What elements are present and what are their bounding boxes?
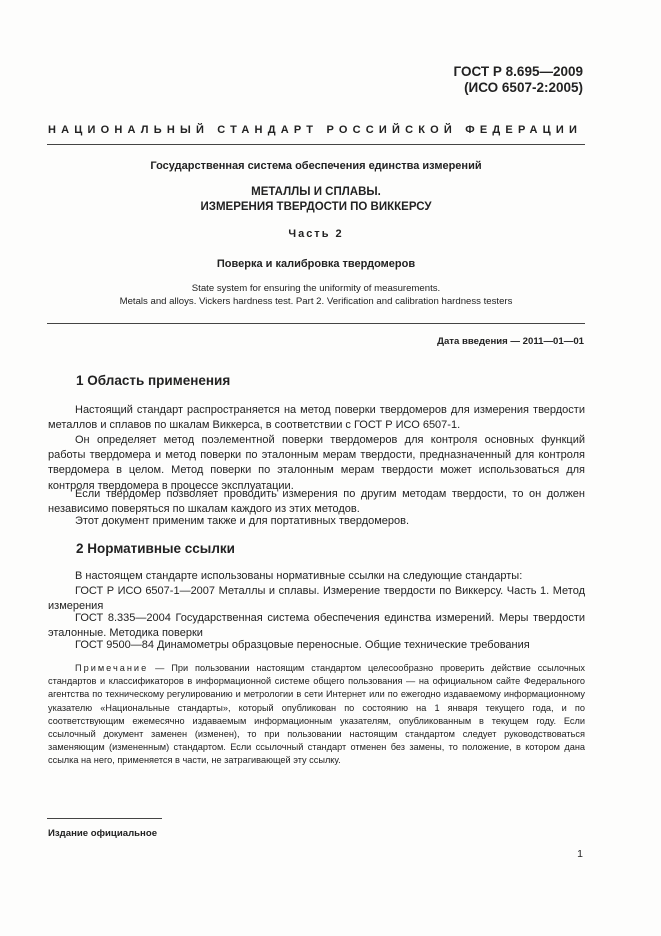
english-title-line1: State system for ensuring the uniformity of measurements. (191, 283, 441, 294)
note-label: Примечание (75, 663, 149, 673)
doc-title-line2: ИЗМЕРЕНИЯ ТВЕРДОСТИ ПО ВИККЕРСУ (200, 201, 432, 213)
page-number: 1 (577, 848, 583, 860)
national-standard-banner: НАЦИОНАЛЬНЫЙ СТАНДАРТ РОССИЙСКОЙ ФЕДЕРАЦИИ (48, 124, 583, 136)
section-2-heading: 2 Нормативные ссылки (76, 541, 235, 556)
title-rule (47, 323, 585, 324)
standard-number-block (454, 64, 583, 96)
iso-number: (ИСО 6507-2:2005) (464, 80, 583, 95)
introduction-date: Дата введения — 2011—01—01 (437, 336, 584, 347)
part-label: Часть 2 (288, 228, 344, 240)
standard-number: ГОСТ Р 8.695—2009 (453, 64, 583, 79)
doc-title-line1: МЕТАЛЛЫ И СПЛАВЫ. (251, 186, 381, 198)
section-1-paragraph-2: Он определяет метод поэлементной поверки твердомеров для контроля основных функций работы твердомера и метод поверки по эталонным мерам твердости, предназначенный для контроля твердомера в целом. Метод поверки по эталонным мерам твердости может использоваться для контроля твердомера в процессе эксплуатации. (48, 434, 585, 492)
footer-rule (47, 818, 162, 819)
section-1-heading: 1 Область применения (76, 373, 231, 388)
reference-gost-r-iso-6507-1: ГОСТ Р ИСО 6507-1—2007 Металлы и сплавы. Измерение твердости по Виккерсу. Часть 1. Метод измерения (48, 585, 585, 613)
section-1-paragraph-4: Этот документ применим также и для портативных твердомеров. (75, 515, 410, 527)
official-edition-label: Издание официальное (48, 828, 158, 839)
reference-gost-8-335: ГОСТ 8.335—2004 Государственная система обеспечения единства измерений. Меры твердости эталонные. Методика поверки (48, 612, 585, 640)
system-title: Государственная система обеспечения единства измерений (150, 160, 482, 172)
banner-rule (47, 144, 585, 145)
section-2-intro: В настоящем стандарте использованы нормативные ссылки на следующие стандарты: (75, 570, 523, 582)
reference-gost-9500: ГОСТ 9500—84 Динамометры образцовые переносные. Общие технические требования (75, 639, 530, 651)
references-note (48, 662, 585, 768)
section-1-paragraph-1: Настоящий стандарт распространяется на метод поверки твердомеров для измерения твердости металлов и сплавов по шкалам Виккерса, в соответствии с ГОСТ Р ИСО 6507-1. (48, 404, 585, 432)
note-text: — При пользовании настоящим стандартом целесообразно проверить действие ссылочных стандартов и классификаторов в информационной системе общего пользования — на официальном сайте Федерального агентства по техническому регулированию и метрологии в сети Интернет или по ежегодно издаваемому информационному указателю «Национальные стандарты», который опубликован по состоянию на 1 января текущего года, и по соответствующим ежемесячно издаваемым информационным указателям, опубликованным в текущем году. Если ссылочный документ заменен (изменен), то при пользовании настоящим стандартом следует руководствоваться заменяющим (измененным) стандартом. Если ссылочный стандарт отменен без замены, то положение, в котором дана ссылка на него, применяется в части, не затрагивающей эту ссылку. (48, 663, 585, 766)
english-title-line2: Metals and alloys. Vickers hardness test. Part 2. Verification and calibration hardness testers (119, 296, 513, 307)
doc-subtitle: Поверка и калибровка твердомеров (216, 258, 416, 270)
section-1-paragraph-3: Если твердомер позволяет проводить измерения по другим методам твердости, то он должен независимо поверяться по шкалам каждого из этих методов. (48, 488, 585, 516)
